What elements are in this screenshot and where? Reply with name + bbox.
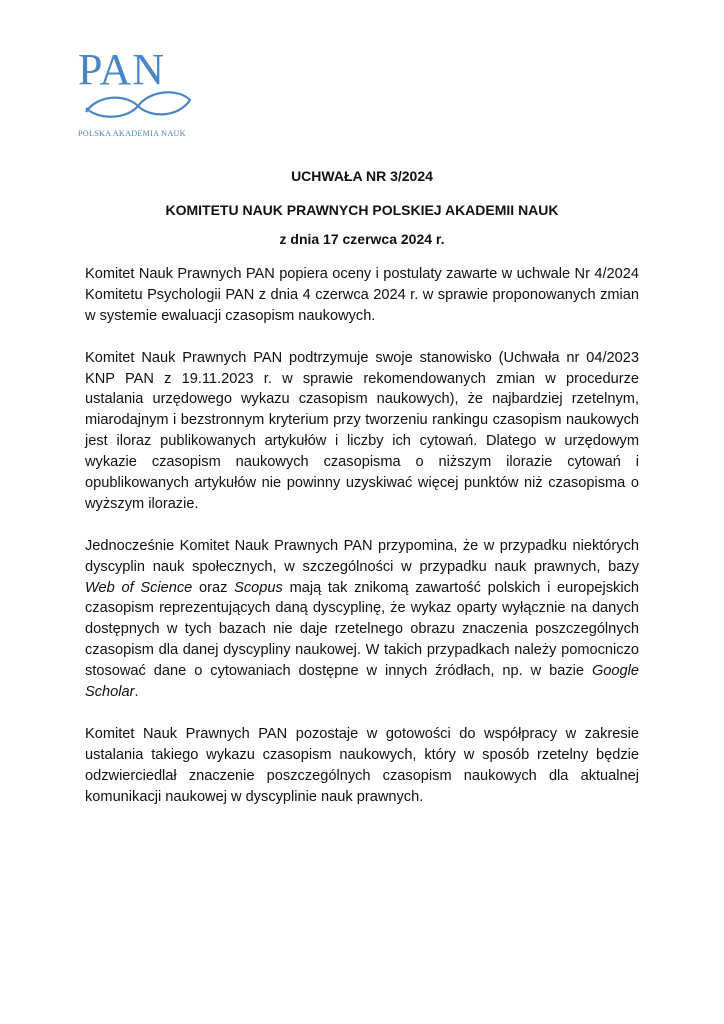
paragraph-3-text-3: mają tak znikomą zawartość polskich i europejskich czasopism reprezentujących daną dyscyplinę, że wykaz oparty wyłącznie na danych dostępnych w tych bazach nie daje rzetelnego obrazu znaczenia poszczególnych czasopism dla danej dyscypliny naukowej. W takich przypadkach należy pomocniczo stosować dane o cytowaniach dostępne w innych źródłach, np. w bazie — [85, 579, 639, 680]
resolution-number: UCHWAŁA NR 3/2024 — [291, 168, 433, 184]
pan-logo-graphic — [78, 50, 203, 128]
paragraph-4: Komitet Nauk Prawnych PAN pozostaje w gotowości do współpracy w zakresie ustalania takiego wykazu czasopism naukowych, który w sposób rzetelny będzie odzwierciedlał znaczenie poszczególnych czasopism naukowych dla aktualnej komunikacji naukowej w dyscyplinie nauk prawnych. — [85, 725, 639, 805]
committee-name: KOMITETU NAUK PRAWNYCH POLSKIEJ AKADEMII NAUK — [165, 202, 559, 218]
paragraph-2: Komitet Nauk Prawnych PAN podtrzymuje swoje stanowisko (Uchwała nr 04/2023 KNP PAN z 19.11.2023 r. w sprawie rekomendowanych zmian w procedurze ustalania urzędowego wykazu czasopism naukowych), że najbardziej rzetelnym, miarodajnym i bezstronnym kryterium przy tworzeniu rankingu czasopism naukowych jest iloraz publikowanych artykułów i liczby ich cytowań. Dlatego w urzędowym wykazie czasopism naukowych czasopisma o niższym ilorazie cytowań i opublikowanych artykułów nie powinny uzyskiwać więcej punktów niż czasopisma o wyższym ilorazie. — [85, 349, 639, 512]
logo-caption: POLSKA AKADEMIA NAUK — [78, 129, 186, 138]
paragraph-3 — [85, 536, 639, 703]
google-scholar-term: Google Scholar — [85, 663, 639, 701]
paragraph-1: Komitet Nauk Prawnych PAN popiera oceny i postulaty zawarte w uchwale Nr 4/2024 Komitetu Psychologii PAN z dnia 4 czerwca 2024 r. w sprawie proponowanych zmian w systemie ewaluacji czasopism naukowych. — [85, 266, 639, 324]
document-body — [85, 264, 639, 828]
infinity-swirl-icon — [86, 92, 190, 116]
pan-logo — [78, 50, 203, 140]
pan-logo-wordmark: PAN — [78, 50, 165, 94]
paragraph-3-text-1: Jednocześnie Komitet Nauk Prawnych PAN przypomina, że w przypadku niektórych dyscyplin nauk społecznych, w szczególności w przypadku nauk prawnych, bazy — [85, 537, 639, 575]
web-of-science-term: Web of Science — [85, 579, 193, 596]
paragraph-3-text-4: . — [134, 684, 139, 701]
resolution-date: z dnia 17 czerwca 2024 r. — [279, 231, 445, 247]
paragraph-3-text-2: oraz — [192, 579, 235, 596]
scopus-term: Scopus — [234, 579, 283, 596]
